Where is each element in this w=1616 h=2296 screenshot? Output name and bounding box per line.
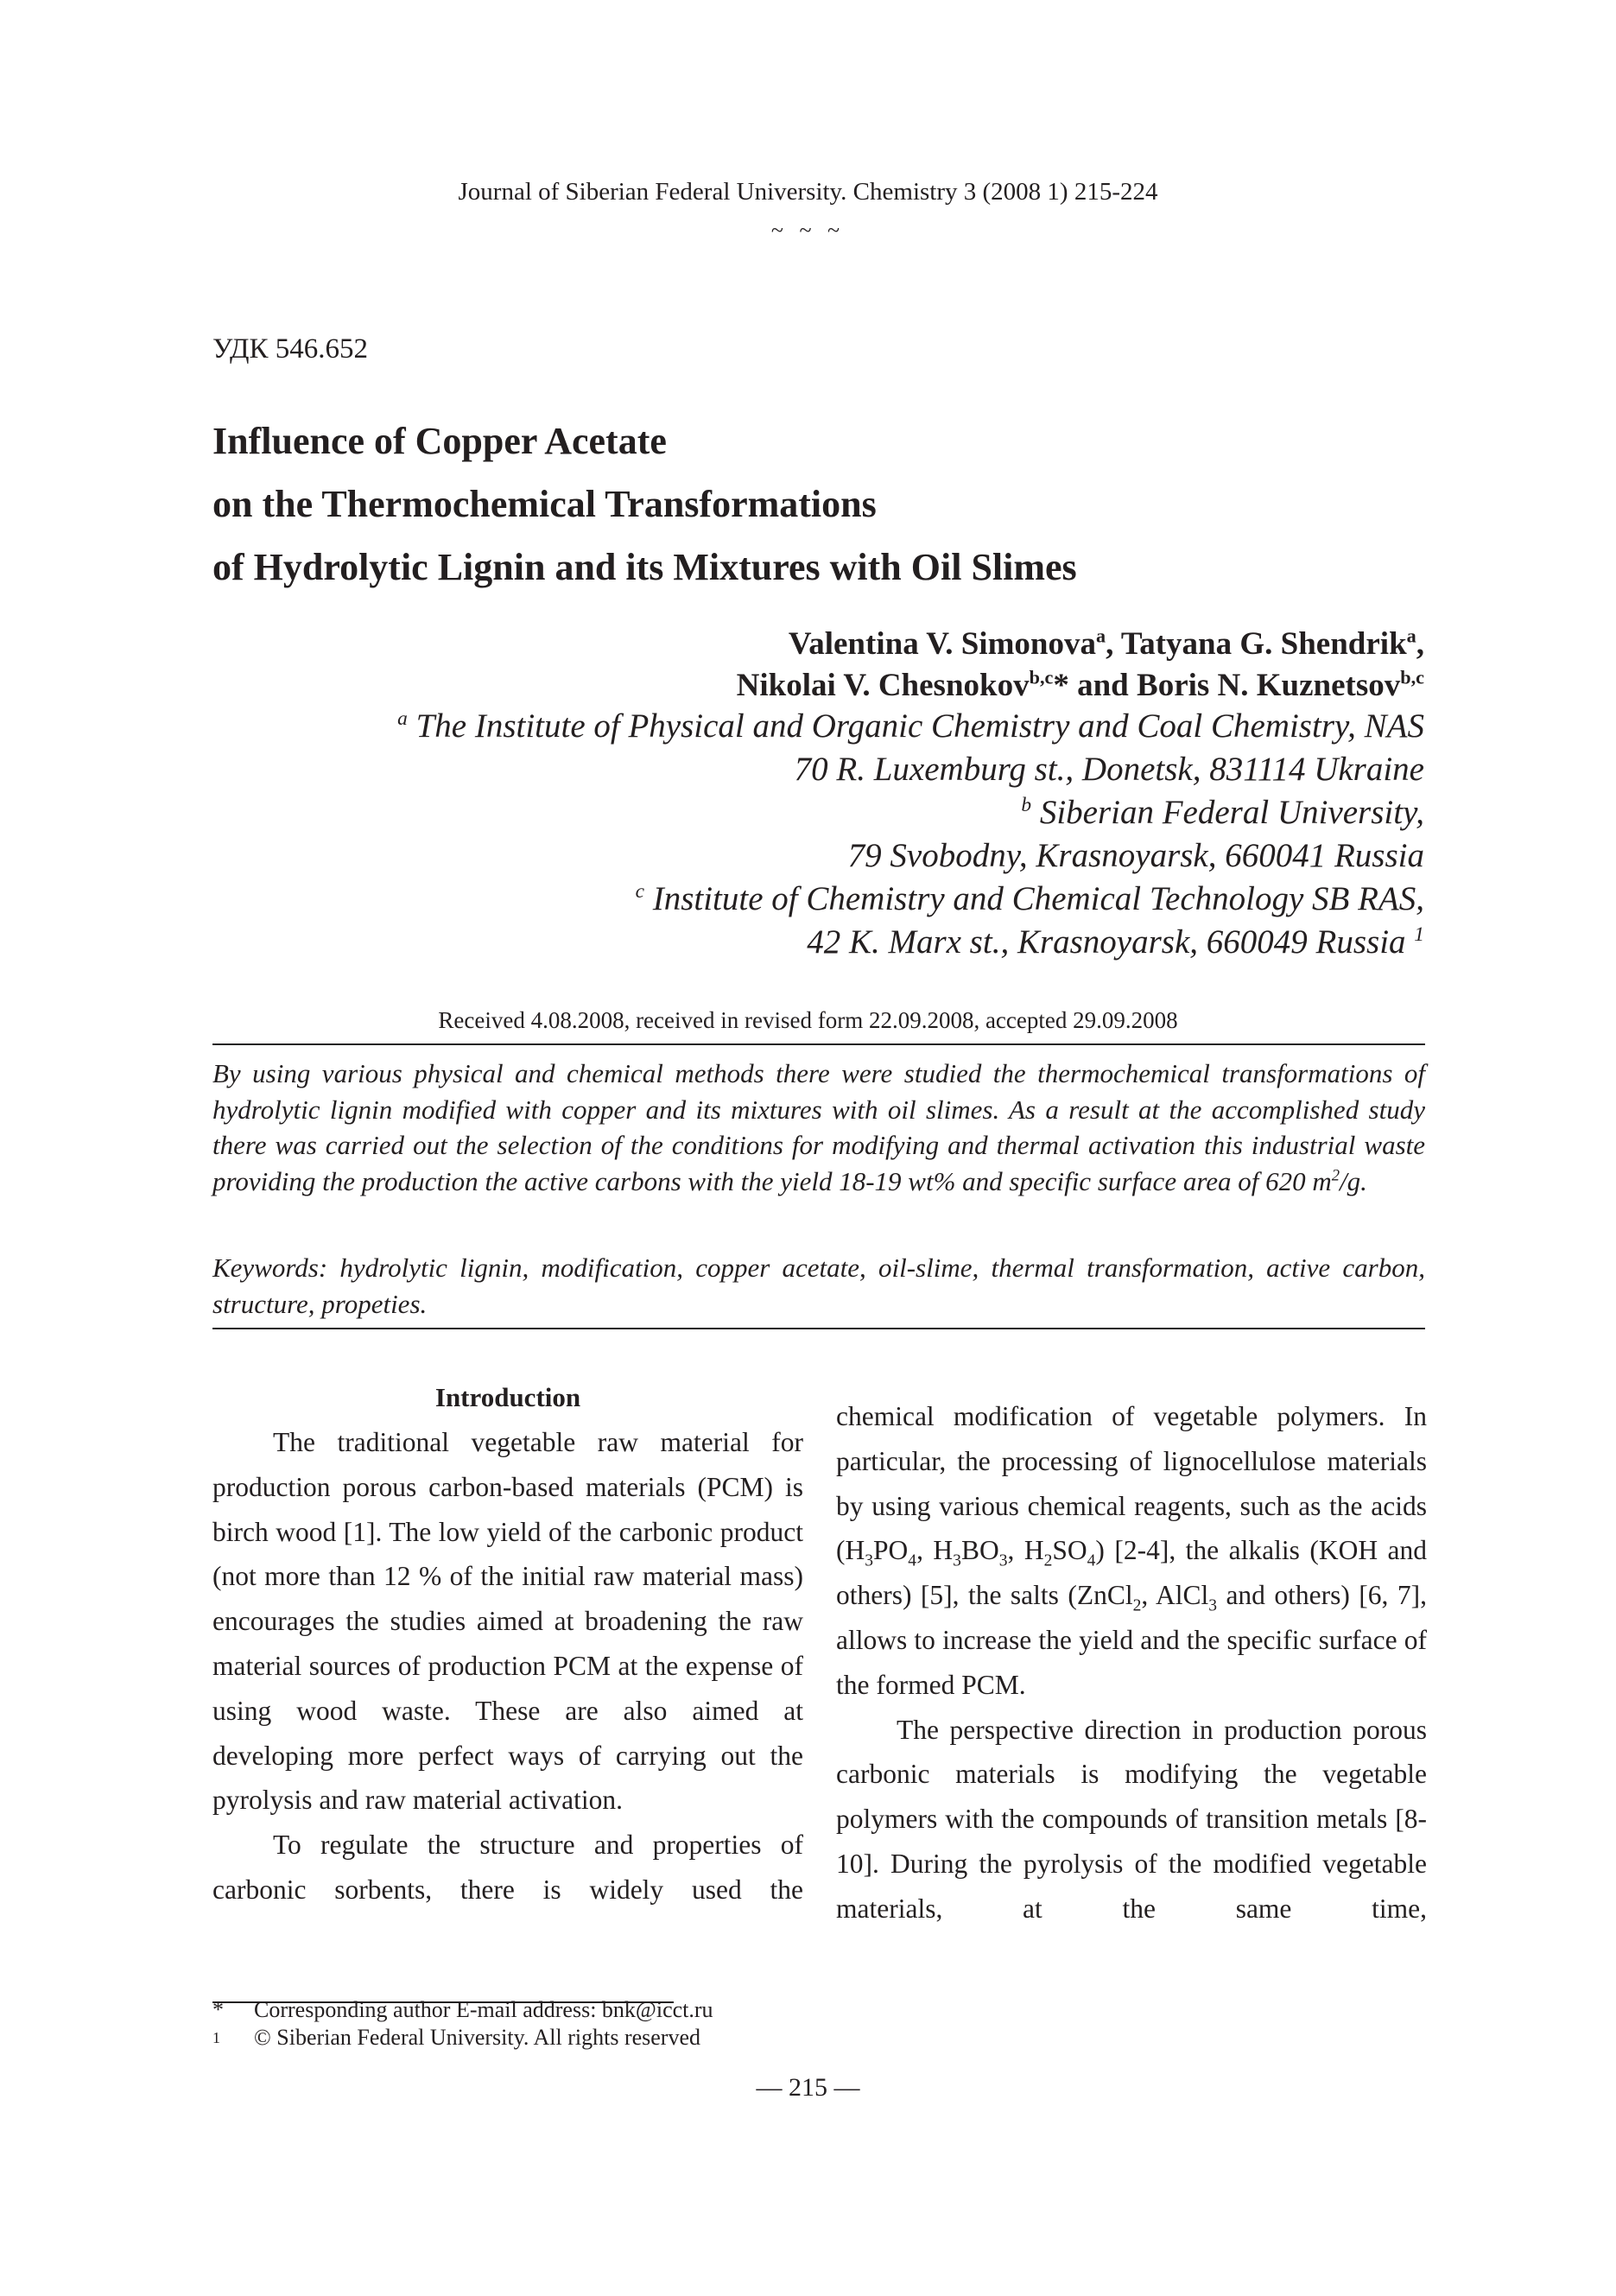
abstract-bottom-rule [212,1328,1425,1329]
paragraph: chemical modification of vegetable polymers. In particular, the processing of lignocellulose materials by using various chemical reagents, such as the acids ($H_3PO_4$, $H_3BO_3$, $H_2SO_4$) [2-4], the alkalis (KOH and others) [5], the salts (ZnCl$_2$, AlCl$_3$ and others) [6, 7], allows to increase the yield and the specific surface of the formed PCM. [836,1401,1428,1700]
abstract-top-rule [212,1043,1425,1045]
footnote-copyright: 1 © Siberian Federal University. All rights reserved [212,2025,701,2050]
author-line-1: Valentina V. Simonova$^a$, Tatyana G. Shendrik$^a$, [788,625,1424,662]
journal-header: Journal of Siberian Federal University. Chemistry 3 (2008 1) 215-224 [458,178,1158,206]
affiliation-a: $^a$ The Institute of Physical and Organic Chemistry and Coal Chemistry, NAS [397,707,1424,745]
left-column [212,1375,803,1912]
paper-title [212,409,1077,599]
received-dates: Received 4.08.2008, received in revised form 22.09.2008, accepted 29.09.2008 [438,1007,1178,1033]
author-list [737,624,1424,707]
author-name: Nikolai V. Chesnokov [736,668,1030,703]
udk-code: УДК 546.652 [212,333,369,365]
affiliation-c-address: 42 K. Marx st., Krasnoyarsk, 660049 Russia $^1$ [807,923,1424,961]
keywords: Keywords: hydrolytic lignin, modification, copper acetate, oil-slime, thermal transformation, active carbon, structure, propeties. [212,1253,1425,1319]
section-heading: Introduction [434,1382,581,1412]
author-affiliation-mark: b,c [1029,666,1054,688]
author-affiliation-mark: b,c [1400,666,1424,688]
footnote-corresponding: * Corresponding author E-mail address: bnk@icct.ru [212,1997,713,2022]
abstract: By using various physical and chemical methods there were studied the thermochemical transformations of hydrolytic lignin modified with copper and its mixtures with oil slimes. As a result at the accomplished study there was carried out the selection of the conditions for modifying and thermal activation this industrial waste providing the production the active carbons with the yield 18-19 wt% and specific surface area of 620 $m^2/g$. [212,1058,1425,1196]
affiliation-a-address: 70 R. Luxemburg st., Donetsk, 831114 Ukraine [794,751,1424,788]
paragraph: The traditional vegetable raw material for production porous carbon-based materials (PCM) is birch wood [1]. The low yield of the carbonic product (not more than 12 % of the initial raw material mass) encourages the studies aimed at broadening the raw material sources of production PCM at the expense of using wood waste. These are also aimed at developing more perfect ways of carrying out the pyrolysis and raw material activation. [212,1427,803,1816]
author-line-2: Nikolai V. Chesnokov$^{b,c}$* and Boris N. Kuznetsov$^{b,c}$ [736,666,1424,703]
paragraph: To regulate the structure and properties of carbonic sorbents, there is widely used the [212,1830,803,1905]
title-line-1: Influence of Copper Acetate [212,420,667,462]
author-affiliation-mark: a [1406,625,1416,647]
affiliation-b-address: 79 Svobodny, Krasnoyarsk, 660041 Russia [847,837,1424,874]
corresponding-mark: * [1053,668,1069,703]
title-line-3: of Hydrolytic Lignin and its Mixtures with Oil Slimes [212,546,1077,588]
affiliation-b: $^b$ Siberian Federal University, [1021,794,1424,831]
paragraph: The perspective direction in production porous carbonic materials is modifying the vegetable polymers with the compounds of transition metals [8-10]. During the pyrolysis of the modified vegetable materials, at the same time, [836,1714,1427,1924]
title-line-2: on the Thermochemical Transformations [212,483,877,525]
right-column [836,1394,1427,1931]
affiliation-list [397,705,1424,964]
author-name: Valentina V. Simonova [788,626,1096,662]
header-ornament: ~ ~ ~ [770,218,846,243]
page-number: — 215 — [756,2073,860,2102]
author-name: Boris N. Kuznetsov [1137,668,1401,703]
affiliation-c: $^c$ Institute of Chemistry and Chemical Technology SB RAS, [635,880,1424,917]
author-affiliation-mark: a [1095,625,1106,647]
author-name: Tatyana G. Shendrik [1120,626,1407,662]
